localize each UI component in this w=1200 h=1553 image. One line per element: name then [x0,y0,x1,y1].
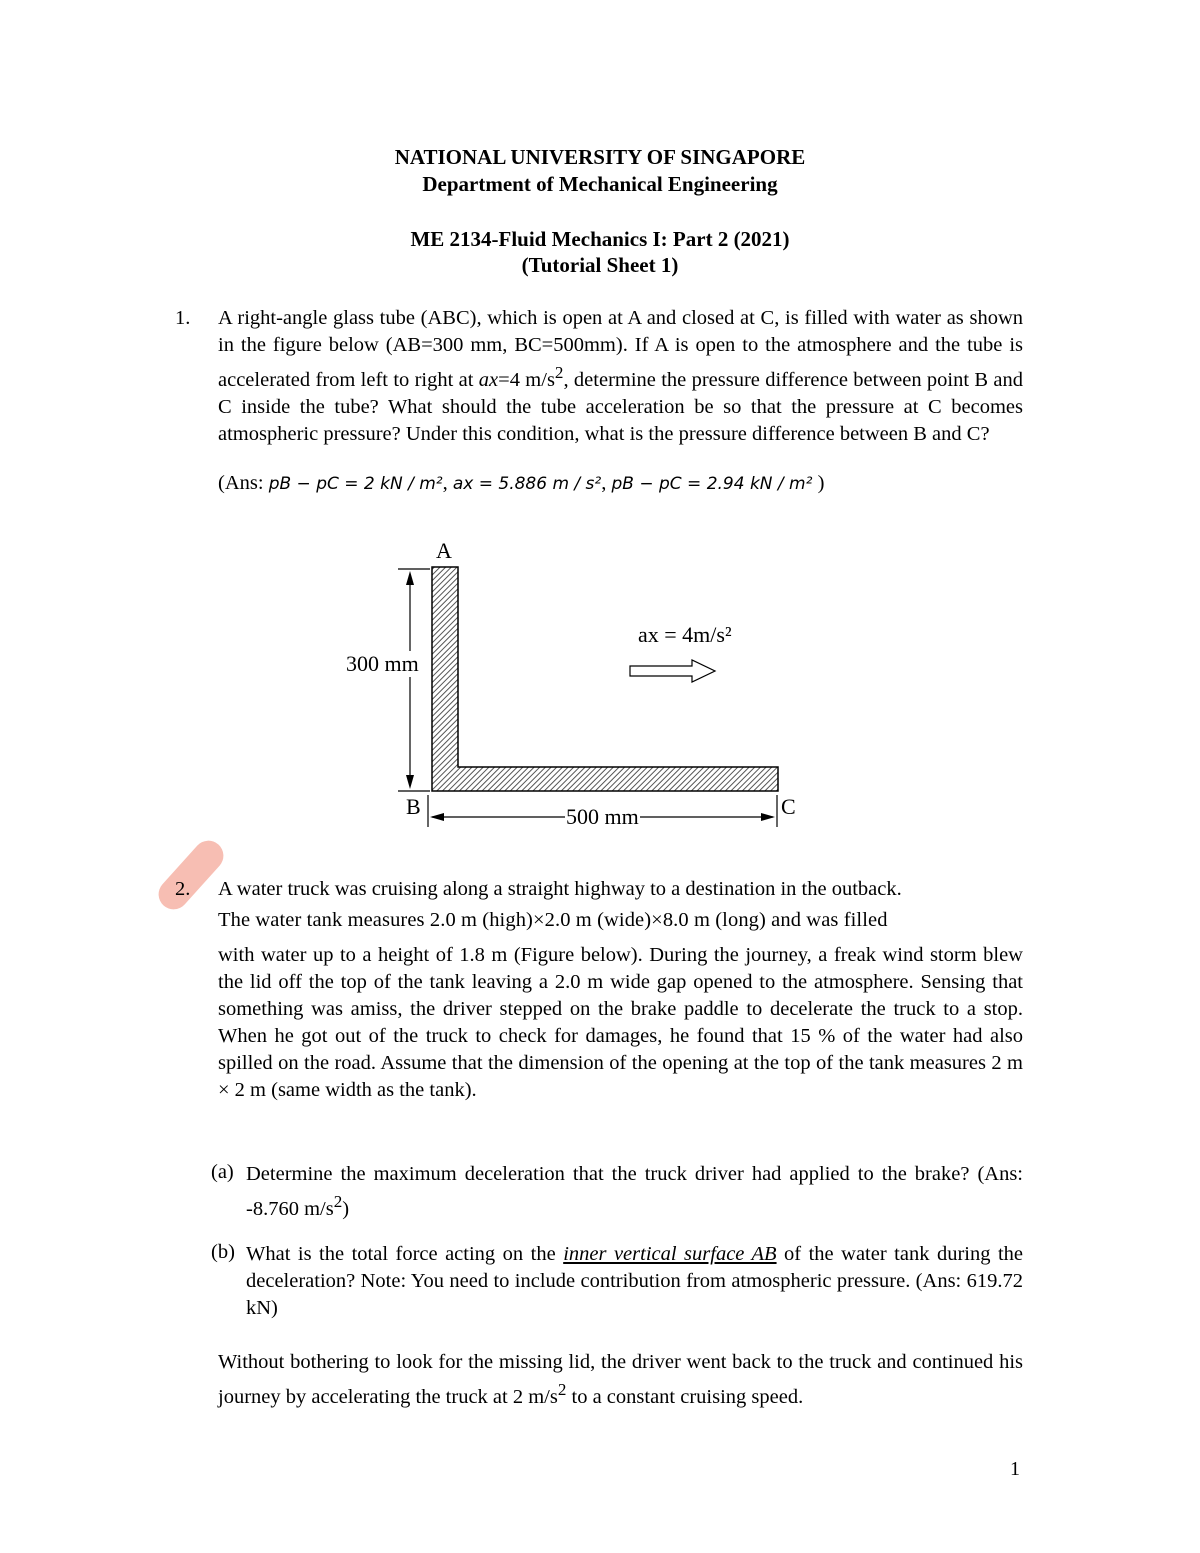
question-2-line-2: The water tank measures 2.0 m (high)×2.0 m (wide)×8.0 m (long) and was filled [218,909,888,931]
part-a-text: Determine the maximum deceleration that the truck driver had applied to the brake? (Ans: -8.760 $m/s^2$) [246,1163,1023,1220]
part-b-label: (b) [211,1241,235,1263]
q1-ans-prefix: (Ans: [218,472,269,494]
question-2-line-1: A water truck was cruising along a straight highway to a destination in the outback. [218,878,902,900]
highlight-mark [152,834,229,915]
question-1-number: 1. [175,307,191,329]
question-2-number: 2. [175,878,191,900]
question-2-text: with water up to a height of 1.8 m (Figure below). During the journey, a freak wind storm blew the lid off the top of the tank leaving a 2.0 m wide gap opened to the atmosphere. Sensing that something was amiss, the driver stepped on the brake paddle to decelerate the truck to a stop. When he got out of the truck to check for damages, he found that 15 % of the water had also spilled on the road. Assume that the dimension of the opening at the top of the tank measures 2 m × 2 m (same width as the tank). [218,944,1023,1101]
q1-ans-suffix: ) [817,472,825,494]
q1-ans-1: pB − pC = 2 kN / m² [268,474,443,494]
l-shaped-tube [432,567,778,791]
accel-arrow [630,660,715,682]
page-number: 1 [1010,1458,1020,1480]
part-a-body: Determine the maximum deceleration that the truck driver had applied to the brake? (Ans: -8.760 m/s [246,1163,1023,1220]
q1-text-part-a: A right-angle glass tube (ABC), which is open at A and closed at C, is filled with water as shown in the figure below (AB=300 mm, BC=500mm). If A is open to the atmosphere and the tube is accelerated from left to right at [218,307,1023,391]
part-a-label: (a) [211,1161,234,1183]
final-text-a: Without bothering to look for the missing lid, the driver went back to the truck and continued his journey by accelerating the truck at 2 m/s [218,1351,1023,1408]
final-text-b: to a constant cruising speed. [566,1385,804,1408]
label-a: A [436,538,452,563]
label-c: C [781,794,796,819]
label-b: B [406,794,421,819]
dim-vertical-label: 300 mm [346,651,419,676]
dim-horizontal-label: 500 mm [566,804,639,829]
part-a-end: ) [342,1197,350,1220]
q1-ans-2: ax = 5.886 m / s² [452,474,602,494]
sheet-title: (Tutorial Sheet 1) [521,253,679,277]
part-b-underlined: inner vertical surface AB [563,1243,777,1265]
accel-label: ax = 4m/s² [638,622,732,647]
course-title: ME 2134-Fluid Mechanics I: Part 2 (2021) [410,227,790,251]
university-name: NATIONAL UNIVERSITY OF SINGAPORE [394,145,806,169]
part-b-text [246,1241,1023,1322]
part-b-body-1: What is the total force acting on the [246,1243,564,1265]
tube-figure [330,535,810,840]
part-b-body-2: of the water tank during the deceleration? Note: You need to include contribution from atmospheric pressure. (Ans: 619.72 kN) [246,1243,1023,1319]
q1-text-part-c: , determine the pressure difference between point B and C inside the tube? What should the tube acceleration be so that the pressure at C becomes atmospheric pressure? Under this condition, what is the pressure difference between B and C? [218,368,1023,445]
q1-accel-symbol: ax [478,368,499,391]
q1-ans-3: pB − pC = 2.94 kN / m² [611,474,813,494]
question-1-text: A right-angle glass tube (ABC), which is open at A and closed at C, is filled with water as shown in the figure below (AB=300 mm, BC=500mm). If A is open to the atmosphere and the tube is accelerated from left to right at ax=4 $m/s^2$, determine the pressure difference between point B and C inside the tube? What should the tube acceleration be so that the pressure at C becomes atmospheric pressure? Under this condition, what is the pressure difference between B and C? [218,307,1023,445]
q1-text-part-b: =4 m/s [498,368,555,391]
department-name: Department of Mechanical Engineering [422,172,778,196]
question-1-answer: (Ans: pB − pC = 2 kN / m², ax = 5.886 m / s², pB − pC = 2.94 kN / m² ) [218,472,825,494]
final-paragraph: Without bothering to look for the missing lid, the driver went back to the truck and continued his journey by accelerating the truck at 2 $m/s^2$ to a constant cruising speed. [218,1351,1023,1408]
